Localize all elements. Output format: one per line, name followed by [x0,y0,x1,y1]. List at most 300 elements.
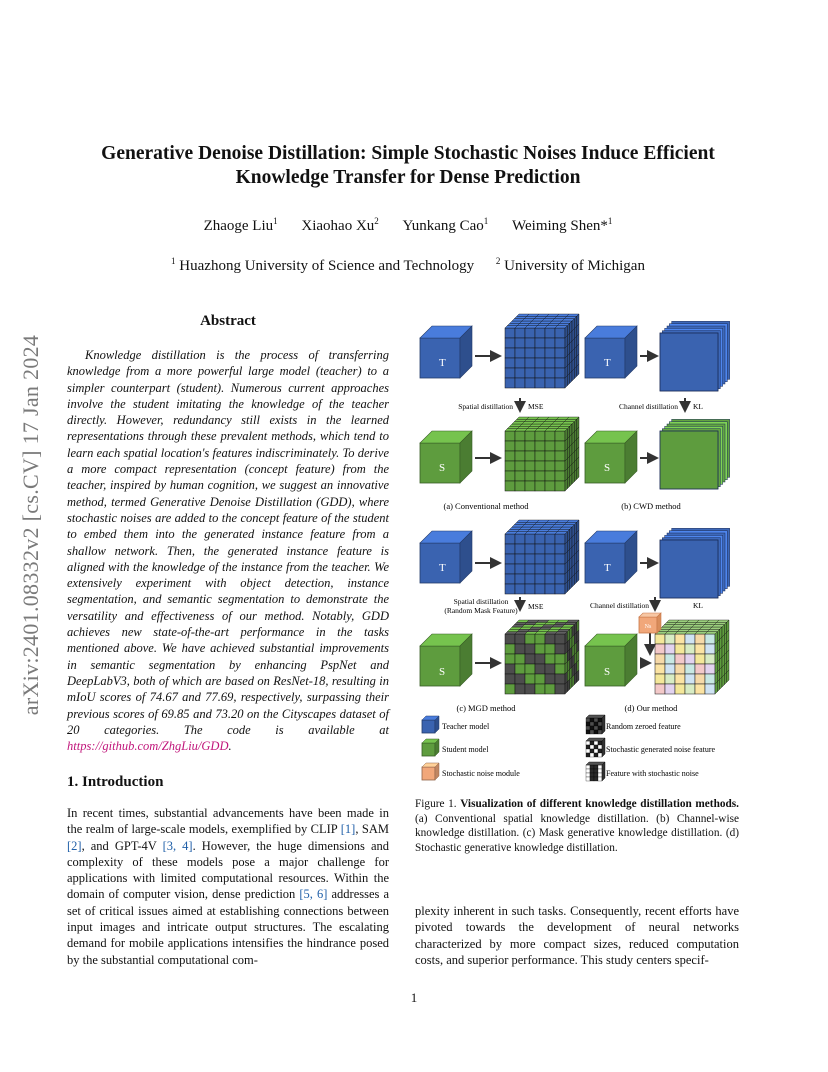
student-feature-grid-a-cell [505,451,515,461]
author-list [60,218,756,235]
student-feature-grid-a-cell [555,471,565,481]
student-masked-grid-c-cell [505,644,515,654]
legend-with-noise-swatch-cell [586,777,590,781]
legend-zeroed-swatch-cell [586,726,590,730]
teacher-feature-grid-a-side-cell [567,373,569,385]
teacher-feature-grid-c-cell [515,534,525,544]
student-feature-grid-a-cell [555,451,565,461]
legend-with-noise-swatch-cell [598,769,602,773]
noise-feature-grid-d-cell [705,644,715,654]
noise-feature-grid-d-cell [665,654,675,664]
teacher-letter-c: T [439,562,446,574]
noise-feature-grid-d-cell [655,644,665,654]
legend-zeroed-swatch-cell [590,730,594,734]
teacher-feature-grid-c-cell [525,564,535,574]
teacher-feature-grid-a-side-cell [572,369,574,381]
legend-with-noise-swatch-cell [586,769,590,773]
teacher-feature-grid-a-cell [545,378,555,388]
student-feature-grid-a-cell [525,441,535,451]
student-feature-grid-a-cell [545,471,555,481]
legend-generated-swatch-cell [590,753,594,757]
legend-zeroed-swatch-cell [590,718,594,722]
legend-zeroed-label: Random zeroed feature [606,722,681,731]
legend-generated-swatch-cell [594,741,598,745]
student-feature-grid-a-cell [535,481,545,491]
abstract-body: Knowledge distillation is the process of transferring knowledge from a more powerful large model (teacher) to a simpler counterpart (student). Numerous current approaches involve the student imitating the knowledge of the teacher directly. However, redundancy still exists in the learned representations through these prevalent methods, which tend to learn each spatial location's features indiscriminately. To derive a more compact representation (concept feature) from the teacher, inspired by human cognition, we suggest an innovative method, termed Generative Denoise Distillation (GDD), where stochastic noises are added to the concept feature of the student to embed them into the generated instance feature from a shallow network. Then, the generated instance feature is aligned with the knowledge of the instance from the teacher. We extensively experiment with object detection, instance segmentation, and semantic segmentation to demonstrate the versatility and effectiveness of our method. Notably, GDD achieves new state-of-the-art performance in the tasks mentioned above. We have achieved substantial improvements in semantic segmentation by enhancing PspNet and DeepLabV3, both of which are based on ResNet-18, resulting in mIoU scores of 74.67 and 77.69, respectively, surpassing their previous scores of 69.85 and 73.20 on the Cityscapes dataset of 20 categories. The code is available at https://github.com/ZhgLiu/GDD. [67,348,389,754]
teacher-feature-grid-c-side-cell [577,570,579,582]
teacher-feature-grid-a-side-cell [570,371,572,383]
teacher-feature-grid-c-cell [505,584,515,594]
student-masked-grid-c-cell [505,634,515,644]
teacher-feature-grid-c-cell [545,534,555,544]
teacher-feature-grid-c-side-cell [574,572,576,584]
figure-diagram [410,308,746,790]
legend-generated-swatch-top [586,738,605,741]
teacher-feature-grid-a-cell [505,348,515,358]
legend-zeroed-swatch-cell [590,722,594,726]
legend-generated-swatch-cell [586,741,590,745]
legend-zeroed-swatch-cell [594,722,598,726]
student-letter-d: S [604,666,611,678]
teacher-feature-grid-a-cell [535,348,545,358]
teacher-feature-grid-a-cell [525,358,535,368]
teacher-feature-grid-c-cell [555,544,565,554]
student-masked-grid-c-cell [515,684,525,694]
student-letter-a: S [439,462,446,474]
noise-feature-grid-d-cell [685,634,695,644]
noise-feature-grid-d-cell [655,634,665,644]
teacher-feature-grid-a-cell [525,378,535,388]
legend-generated-swatch-cell [598,741,602,745]
label-spatial-distillation-a: Spatial distillation [458,402,513,411]
noise-feature-grid-d-cell [705,664,715,674]
teacher-feature-grid-a-cell [505,338,515,348]
author: Weiming Shen*$^1$ [512,216,613,234]
subcaption-d: (d) Our method [624,703,678,713]
noise-feature-grid-d-cell [705,654,715,664]
student-feature-grid-a-side-cell [565,479,567,491]
legend-generated-swatch-cell [586,753,590,757]
legend-with-noise-label: Feature with stochastic noise [606,769,699,778]
teacher-feature-grid-c-cell [555,564,565,574]
legend-zeroed-swatch-cell [598,730,602,734]
page-number: 1 [410,990,418,1005]
student-feature-grid-a-cell [545,431,555,441]
author: Zhaoge Liu$^1$ [203,216,278,234]
noise-feature-grid-d-cell [675,674,685,684]
affiliation-list [60,258,756,275]
noise-feature-grid-d-cell [705,674,715,684]
legend-with-noise-swatch-cell [594,769,598,773]
teacher-feature-grid-c-cell [515,554,525,564]
legend-zeroed-swatch-cell [594,726,598,730]
teacher-feature-grid-a-cell [515,358,525,368]
teacher-feature-grid-c-cell [515,564,525,574]
citation-link[interactable]: [1] [340,822,356,837]
student-feature-grid-a-cell [555,461,565,471]
student-masked-grid-c-cell [525,644,535,654]
student-masked-grid-c-cell [555,684,565,694]
noise-feature-grid-d-cell [655,654,665,664]
legend-generated-swatch-cell [594,753,598,757]
teacher-feature-grid-a-side-cell [574,366,576,378]
noise-module-block-side [657,613,661,633]
student-feature-grid-a-cell [535,471,545,481]
legend-generated-swatch-cell [598,745,602,749]
legend-with-noise-swatch-cell [586,773,590,777]
legend-with-noise-swatch-top [586,762,605,765]
student-masked-grid-c-cell [515,674,525,684]
introduction-paragraph: In recent times, substantial advancements have been made in the realm of large-scale models, exemplified by CLIP [1], SAM [2], and GPT-4V [3, 4]. However, the huge dimensions and complexity of these models pose a major challenge for applications with limited computational resources. Within the domain of computer vision, dense prediction [5, 6] addresses a set of critical issues aimed at establishing connections between input images and intricate output structures. The escalating demand for mobile applications intensifies the hindrance posed by the substantial computational com- [67,806,390,967]
student-feature-grid-a-cell [515,471,525,481]
student-feature-grid-a-cell [525,451,535,461]
student-letter-b: S [604,462,611,474]
teacher-feature-grid-a-cell [515,378,525,388]
noise-feature-grid-d-cell [675,654,685,664]
legend-teacher-label: Teacher model [442,722,490,731]
code-link[interactable]: https://github.com/ZhgLiu/GDD [67,739,229,754]
teacher-feature-grid-c-cell [555,554,565,564]
column-two-paragraph: plexity inherent in such tasks. Consequently, recent efforts have pivoted towards the development of neural networks characterized by more compact sizes, reduced computation costs, and superior performance. This study centers specif- [415,904,739,967]
teacher-feature-grid-c-cell [535,554,545,564]
legend-generated-swatch-cell [586,745,590,749]
teacher-letter-d: T [604,562,611,574]
abstract-heading: Abstract [200,313,256,329]
noise-feature-grid-d-cell [665,664,675,674]
student-masked-grid-c-cell [555,644,565,654]
label-mse-c: MSE [528,602,544,611]
teacher-feature-grid-c-cell [515,574,525,584]
legend-zeroed-swatch-cell [598,718,602,722]
teacher-feature-grid-a-cell [555,338,565,348]
teacher-feature-grid-c-cell [505,574,515,584]
teacher-feature-grid-a-cell [555,368,565,378]
legend-zeroed-swatch-side [602,715,605,734]
student-feature-grid-a-cell [505,441,515,451]
student-masked-grid-c-cell [515,664,525,674]
teacher-feature-grid-a-cell [535,368,545,378]
teacher-feature-grid-a-cell [555,358,565,368]
teacher-feature-grid-a-side-cell [577,364,579,376]
student-masked-grid-c-cell [545,634,555,644]
student-masked-grid-c-side-cell [570,677,572,689]
teacher-feature-grid-a-cell [525,338,535,348]
student-feature-grid-a-cell [515,481,525,491]
teacher-feature-grid-c-cell [555,584,565,594]
subcaption-c: (c) MGD method [456,703,516,713]
student-masked-grid-c-cell [525,684,535,694]
teacher-feature-grid-c-side-cell [567,579,569,591]
teacher-feature-grid-c-side-cell [565,582,567,594]
legend-with-noise-swatch-cell [594,777,598,781]
student-feature-grid-a-side-cell [570,474,572,486]
teacher-feature-grid-c-cell [555,534,565,544]
noise-feature-grid-d-side-cell [722,675,724,687]
teacher-feature-grid-a-cell [545,328,555,338]
student-feature-grid-a-cell [525,431,535,441]
teacher-feature-grid-c-cell [545,574,555,584]
student-feature-grid-a-side-cell [567,476,569,488]
student-masked-grid-c-cell [545,684,555,694]
student-masked-grid-c-cell [515,644,525,654]
teacher-feature-grid-c-cell [525,544,535,554]
teacher-feature-grid-a-cell [505,368,515,378]
student-masked-grid-c-side-cell [567,679,569,691]
student-masked-grid-c-side-cell [577,670,579,682]
noise-feature-grid-d-cell [705,684,715,694]
noise-feature-grid-d-cell [655,684,665,694]
teacher-feature-grid-a-cell [515,328,525,338]
legend-generated-swatch-cell [590,741,594,745]
teacher-letter-a: T [439,357,446,369]
student-masked-grid-c-side-cell [574,672,576,684]
legend-with-noise-swatch-cell [594,765,598,769]
teacher-feature-grid-c-cell [505,554,515,564]
noise-feature-grid-d-cell [665,674,675,684]
noise-feature-grid-d-cell [685,674,695,684]
student-feature-grid-a-cell [545,461,555,471]
teacher-feature-grid-c-cell [525,584,535,594]
student-masked-grid-c-side-cell [565,682,567,694]
student-feature-grid-a-cell [525,481,535,491]
student-feature-grid-a-cell [505,461,515,471]
student-feature-grid-a-cell [515,441,525,451]
paper-title: Generative Denoise Distillation: Simple Stochastic Noises Induce Efficient Knowledge Transfer for Dense Prediction [101,143,715,188]
teacher-feature-grid-c-cell [505,564,515,574]
noise-feature-grid-d-cell [685,654,695,664]
student-feature-grid-a-cell [535,451,545,461]
teacher-feature-grid-a-cell [505,378,515,388]
teacher-feature-grid-a-cell [535,338,545,348]
student-masked-grid-c-cell [535,674,545,684]
label-channel-distillation-b: Channel distillation [619,402,678,411]
noise-feature-grid-d-cell [695,684,705,694]
student-masked-grid-c-cell [555,654,565,664]
legend-with-noise-swatch-cell [590,769,594,773]
teacher-channel-cube-d-front [660,540,718,598]
noise-feature-grid-d-cell [685,664,695,674]
label-kl-b: KL [693,402,703,411]
legend-noise-swatch [422,767,435,780]
teacher-feature-grid-c-cell [535,584,545,594]
student-feature-grid-a-cell [545,451,555,461]
author: Yunkang Cao$^1$ [402,216,489,234]
student-masked-grid-c-cell [525,634,535,644]
student-masked-grid-c-cell [555,664,565,674]
legend-generated-swatch-cell [594,749,598,753]
arxiv-identifier [14,290,48,760]
noise-feature-grid-d-cell [685,644,695,654]
legend-with-noise-swatch-cell [598,773,602,777]
subcaption-b: (b) CWD method [621,501,681,511]
citation-link[interactable]: [2] [67,838,82,853]
teacher-feature-grid-a-cell [535,378,545,388]
legend-generated-swatch-cell [598,749,602,753]
student-masked-grid-c-cell [535,664,545,674]
student-masked-grid-c-cell [545,644,555,654]
teacher-feature-grid-a-cell [515,338,525,348]
student-masked-grid-c-cell [525,664,535,674]
noise-feature-grid-d-cell [675,684,685,694]
noise-feature-grid-d-cell [665,684,675,694]
teacher-feature-grid-c-cell [515,544,525,554]
noise-module-label: Ns [644,624,652,630]
student-masked-grid-c-cell [515,634,525,644]
student-feature-grid-a-cell [515,461,525,471]
student-feature-grid-a-cell [515,451,525,461]
teacher-feature-grid-a-cell [555,328,565,338]
legend-zeroed-swatch-cell [598,722,602,726]
legend-generated-swatch-cell [590,749,594,753]
student-masked-grid-c-cell [535,654,545,664]
teacher-feature-grid-a-cell [505,328,515,338]
legend-zeroed-swatch-cell [590,726,594,730]
noise-feature-grid-d-cell [705,634,715,644]
label-spatial-distillation-c1: Spatial distillation [453,597,509,606]
teacher-feature-grid-a-cell [535,358,545,368]
legend-zeroed-swatch-cell [594,730,598,734]
teacher-feature-grid-a-side-cell [565,376,567,388]
affiliation: $^1$ Huazhong University of Science and Technology [171,256,475,274]
teacher-feature-grid-c-side-cell [572,575,574,587]
noise-feature-grid-d-side-cell [717,679,719,691]
legend-with-noise-swatch-cell [586,765,590,769]
teacher-feature-grid-a-cell [555,378,565,388]
legend-noise-label: Stochastic noise module [442,769,520,778]
student-masked-grid-c-cell [555,634,565,644]
citation-link[interactable]: [3, 4] [162,838,193,853]
student-masked-grid-c-cell [535,634,545,644]
student-masked-grid-c-cell [525,654,535,664]
legend-generated-swatch-cell [598,753,602,757]
teacher-feature-grid-c-cell [535,534,545,544]
teacher-feature-grid-a-cell [545,348,555,358]
teacher-feature-grid-c-cell [525,554,535,564]
student-feature-grid-a-cell [545,441,555,451]
teacher-feature-grid-c-cell [545,564,555,574]
student-masked-grid-c-cell [505,664,515,674]
legend-student-swatch [422,743,435,756]
legend-zeroed-swatch-cell [586,722,590,726]
legend-teacher-swatch [422,720,435,733]
teacher-letter-b: T [604,357,611,369]
teacher-feature-grid-c-cell [545,554,555,564]
legend-with-noise-swatch-cell [590,777,594,781]
citation-link[interactable]: [5, 6] [299,887,328,902]
student-feature-grid-a-cell [505,471,515,481]
student-feature-grid-a-side-cell [577,467,579,479]
student-masked-grid-c-side-cell [572,675,574,687]
student-masked-grid-c-cell [505,674,515,684]
student-masked-grid-c-cell [555,674,565,684]
student-masked-grid-c-cell [545,654,555,664]
legend-zeroed-swatch-cell [586,730,590,734]
student-feature-grid-a-side-cell [572,472,574,484]
legend-generated-swatch-cell [586,749,590,753]
teacher-feature-grid-c-cell [505,534,515,544]
teacher-feature-grid-a-cell [525,348,535,358]
teacher-feature-grid-c-cell [525,574,535,584]
noise-feature-grid-d-cell [655,674,665,684]
teacher-feature-grid-a-cell [545,358,555,368]
legend-with-noise-swatch-cell [598,765,602,769]
subcaption-a: (a) Conventional method [443,501,529,511]
student-feature-grid-a-cell [515,431,525,441]
teacher-feature-grid-a-cell [515,368,525,378]
student-feature-grid-a-cell [535,461,545,471]
label-spatial-distillation-c2: (Random Mask Feature) [444,606,518,615]
teacher-feature-grid-c-side-cell [570,577,572,589]
noise-feature-grid-d-cell [695,664,705,674]
legend-with-noise-swatch-cell [598,777,602,781]
teacher-feature-grid-c-cell [545,584,555,594]
legend-generated-swatch-cell [590,745,594,749]
legend-with-noise-swatch-side [602,762,605,781]
legend-zeroed-swatch-top [586,715,605,718]
legend-generated-swatch-cell [594,745,598,749]
noise-feature-grid-d-cell [665,644,675,654]
legend-student-label: Student model [442,745,489,754]
noise-feature-grid-d-cell [675,634,685,644]
arxiv-id-text: arXiv:2401.08332v2 [cs.CV] 17 Jan 2024 [18,334,43,716]
teacher-feature-grid-a-cell [535,328,545,338]
legend-with-noise-swatch-cell [594,773,598,777]
noise-feature-grid-d-cell [695,634,705,644]
noise-feature-grid-d-cell [695,654,705,664]
teacher-feature-grid-a-cell [515,348,525,358]
student-feature-grid-a-cell [545,481,555,491]
student-feature-grid-a-cell [555,441,565,451]
student-feature-grid-a-cell [505,481,515,491]
teacher-feature-grid-a-cell [525,368,535,378]
student-letter-c: S [439,666,446,678]
student-masked-grid-c-cell [545,674,555,684]
noise-feature-grid-d-cell [675,664,685,674]
student-feature-grid-a-cell [525,461,535,471]
figure-caption: Figure 1. Visualization of different knowledge distillation methods. (a) Conventional spatial knowledge distillation. (b) Channel-wise knowledge distillation. (c) Mask generative knowledge distillation. (d) Stochastic generative knowledge distillation. [415,798,739,854]
noise-feature-grid-d-cell [685,684,695,694]
teacher-feature-grid-c-cell [545,544,555,554]
label-mse-a: MSE [528,402,544,411]
teacher-feature-grid-a-cell [555,348,565,358]
student-masked-grid-c-cell [535,644,545,654]
student-feature-grid-a-cell [555,431,565,441]
legend-zeroed-swatch-cell [598,726,602,730]
teacher-feature-grid-c-cell [535,544,545,554]
student-feature-grid-a-cell [535,441,545,451]
noise-feature-grid-d-side-cell [727,670,729,682]
teacher-feature-grid-a-cell [545,368,555,378]
noise-feature-grid-d-side-cell [715,682,717,694]
teacher-feature-grid-c-cell [525,534,535,544]
legend-with-noise-swatch-cell [590,765,594,769]
legend-with-noise-swatch-cell [590,773,594,777]
teacher-feature-grid-c-cell [535,574,545,584]
student-feature-grid-a-cell [525,471,535,481]
legend-generated-label: Stochastic generated noise feature [606,745,716,754]
student-masked-grid-c-cell [505,654,515,664]
noise-feature-grid-d-side-cell [720,677,722,689]
student-masked-grid-c-cell [505,684,515,694]
label-channel-distillation-d: Channel distillation [590,601,649,610]
noise-feature-grid-d-cell [665,634,675,644]
noise-feature-grid-d-cell [675,644,685,654]
author: Xiaohao Xu$^2$ [301,216,379,234]
student-feature-grid-a-cell [555,481,565,491]
teacher-feature-grid-c-cell [555,574,565,584]
noise-feature-grid-d-cell [695,674,705,684]
affiliation: $^2$ University of Michigan [495,256,645,274]
